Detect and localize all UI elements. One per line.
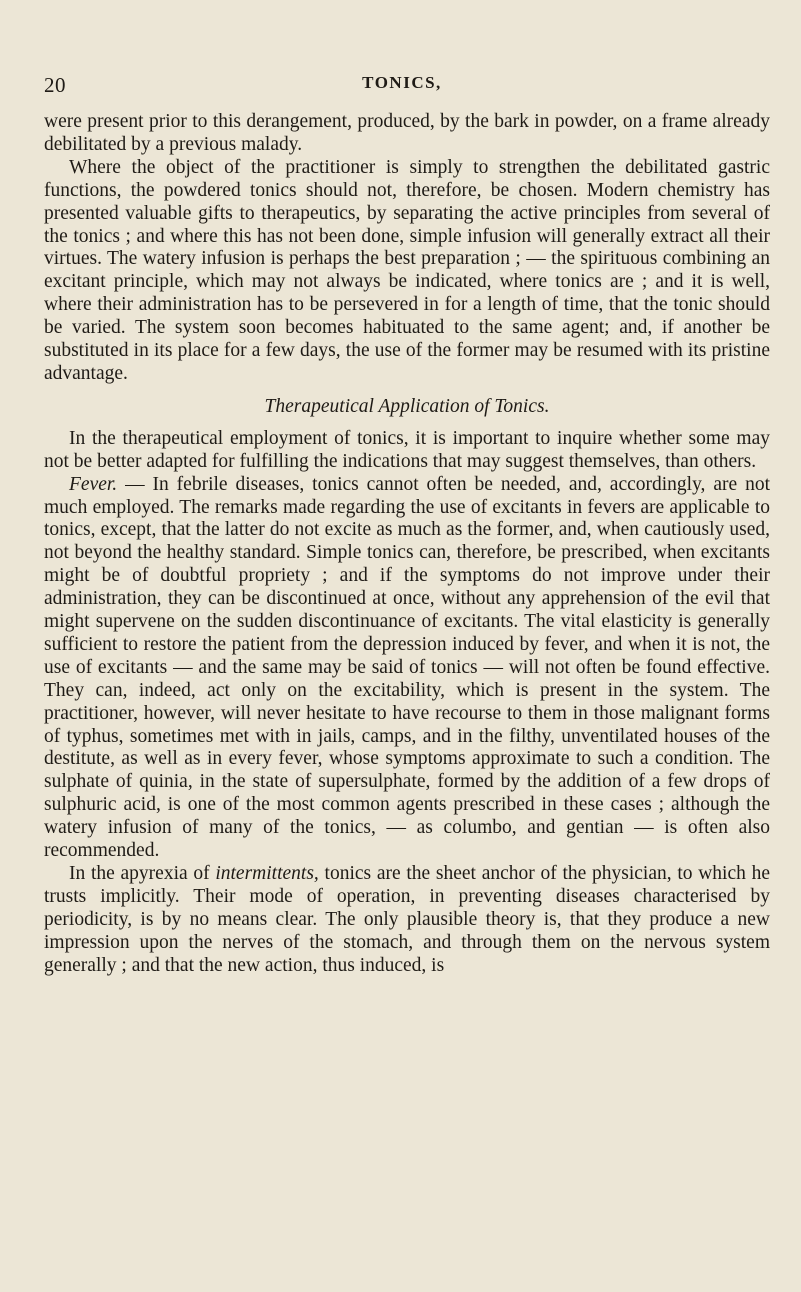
paragraph-powdered-tonics: Where the object of the practitioner is simply to strengthen the debilitated gastric functions, the powdered tonics should not, therefore, be chosen. Modern chemistry has presented valuable gifts to therapeutics, by separating the active principles from several of the tonics ; and where this has not been done, simple infusion will generally extract all their virtues. The watery infusion is perhaps the best preparation ; — the spirituous combining an excitant principle, which may not always be indicated, where tonics are ; and it is well, where their administration has to be persevered in for a length of time, that the tonic should be varied. The system soon becomes habituated to the same agent; and, if another be substituted in its place for a few days, the use of the former may be resumed with its pristine advantage. [44, 156, 770, 384]
page-number: 20 [44, 73, 66, 97]
intermittents-term: intermittents, [215, 863, 319, 884]
intermittents-before: In the apyrexia of [69, 863, 216, 884]
paragraph-intro: In the therapeutical employment of tonics, it is important to inquire whether some may not be better adapted for fulfilling the indications that may suggest themselves, than others. [44, 427, 770, 472]
body-text [44, 111, 770, 978]
intermittents-after: tonics are the sheet anchor of the physician, to which he trusts implicitly. Their mode of operation, in preventing diseases characterised by periodicity, is by no means clear. The only plausible theory is, that they produce a new impression upon the nerves of the stomach, and through them on the nervous system generally ; and that the new action, thus induced, is [44, 863, 771, 976]
paragraph-continuation: were present prior to this derangement, produced, by the bark in powder, on a frame already debilitated by a previous malady. [44, 111, 770, 155]
running-title: TONICS, [362, 73, 442, 92]
paragraph-fever [44, 474, 770, 863]
section-heading: Therapeutical Application of Tonics. [264, 395, 550, 417]
fever-lead: Fever. [69, 473, 118, 495]
running-head [44, 73, 760, 103]
fever-text: — In febrile diseases, tonics cannot often be needed, and, accordingly, are not much employed. The remarks made regarding the use of excitants in fevers are applicable to tonics, except, that the latter do not excite as much as the former, and, when cautiously used, not beyond the healthy standard. Simple tonics can, therefore, be prescribed, when excitants might be of doubtful propriety ; and if the symptoms do not improve under their administration, they can be discontinued at once, without any apprehension of the evil that might supervene on the sudden discontinuance of excitants. The vital elasticity is generally sufficient to restore the patient from the depression induced by fever, and when it is not, the use of excitants — and the same may be said of tonics — will not often be found effective. They can, indeed, act only on the excitability, which is present in the system. The practitioner, however, will never hesitate to have recourse to them in those malignant forms of typhus, sometimes met with in jails, camps, and in the filthy, unventilated houses of the destitute, as well as in every fever, whose symptoms approximate to such a condition. The sulphate of quinia, in the state of supersulphate, formed by the addition of a few drops of sulphuric acid, is one of the most common agents prescribed in these cases ; although the watery infusion of many of the tonics, — as columbo, and gentian — is often also recommended. [44, 473, 770, 862]
paragraph-intermittents [44, 863, 770, 978]
